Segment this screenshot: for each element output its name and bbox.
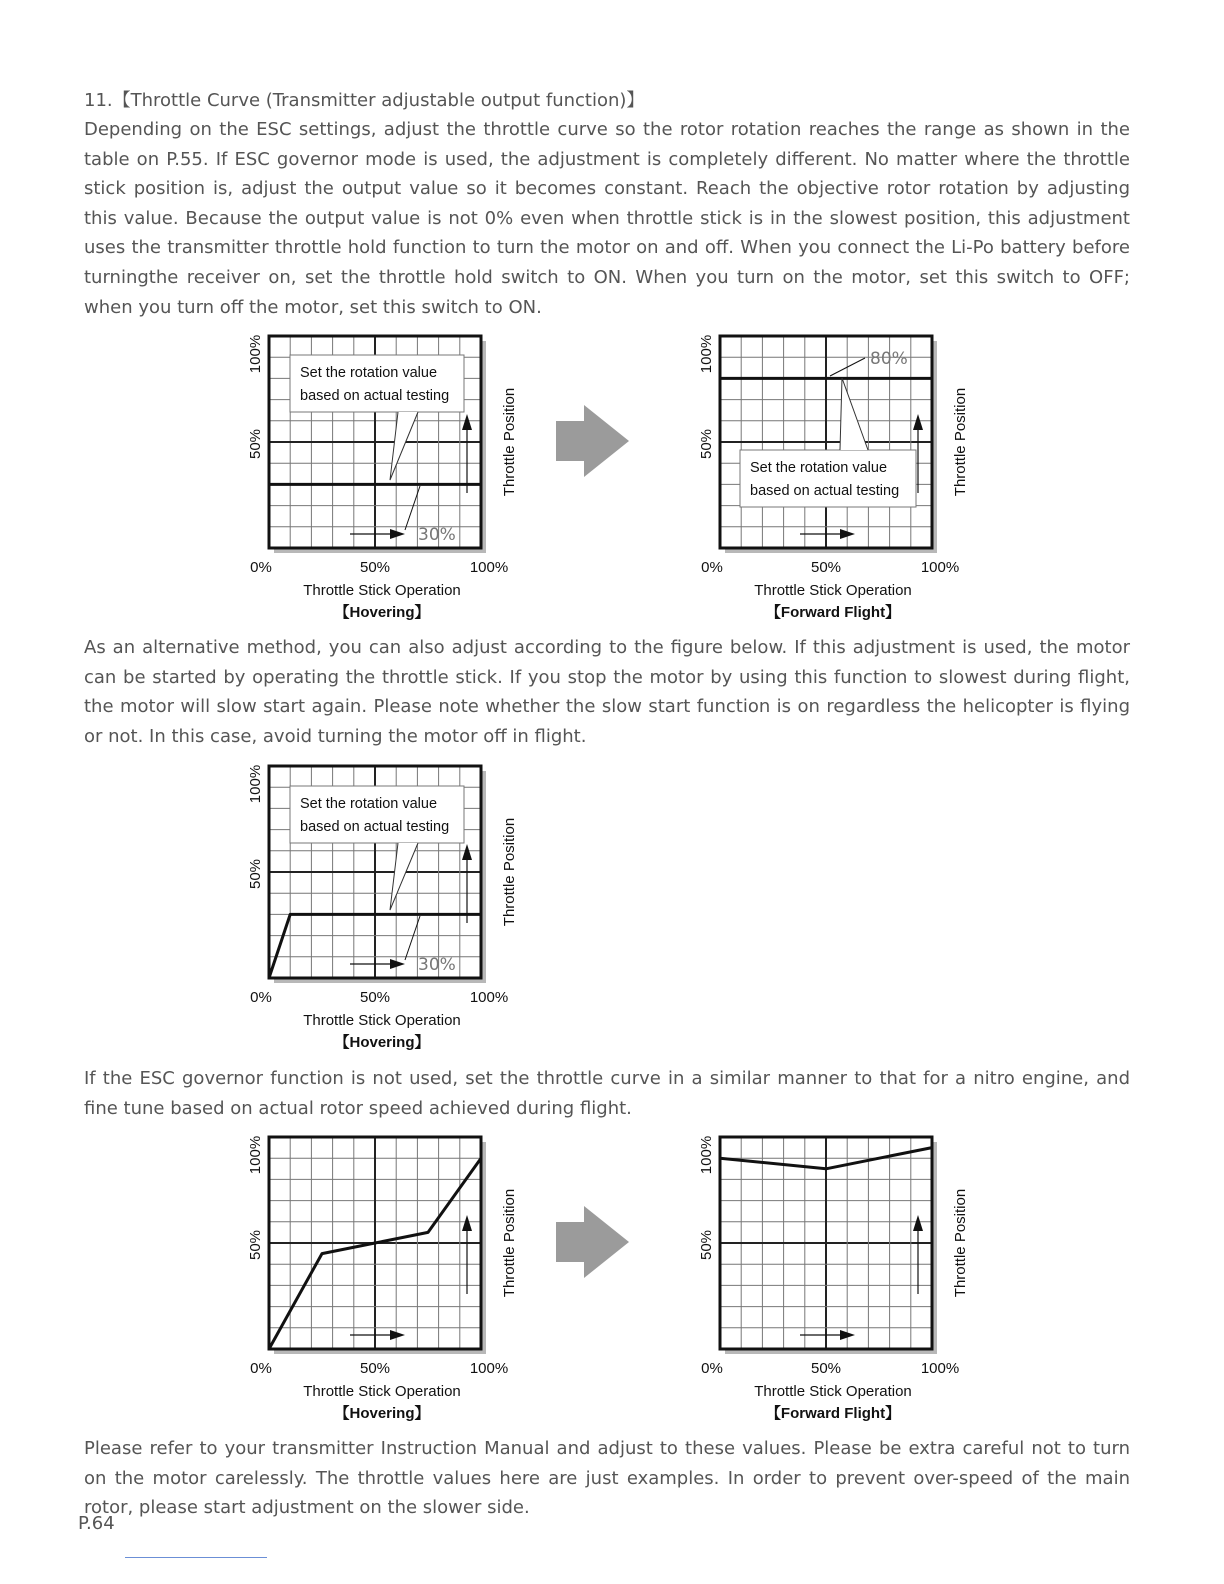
value-label: 30% — [418, 525, 456, 545]
chart-g2 — [698, 335, 969, 621]
flight-mode-label: 【Hovering】 — [334, 1405, 430, 1422]
y-tick-label: 100% — [247, 1135, 264, 1175]
intro-paragraph: Depending on the ESC settings, adjust the throttle curve so the rotor rotation reaches the range as shown in the table on P.55. If ESC governor mode is used, the adjustment is completely different. No matter where the throttle stick position is, adjust the output value so it becomes constant. Reach the objective rotor rotation by adjusting this value. Because the output value is not 0% even when throttle stick is in the slowest position, this adjustment uses the transmitter throttle hold function to turn the motor on and off. When you connect the Li-Po battery before turningthe receiver on, set the throttle hold switch to ON. When you turn on the motor, set this switch to OFF; when you turn off the motor, set this switch to ON. — [84, 119, 1130, 318]
no-governor-paragraph: If the ESC governor function is not used, set the throttle curve in a similar manner to that for a nitro engine, and fine tune based on actual rotor speed achieved during flight. — [84, 1068, 1130, 1119]
page-number: P.64 — [78, 1513, 115, 1534]
y-tick-label: 100% — [247, 764, 264, 804]
y-tick-label: 50% — [698, 428, 715, 460]
x-tick-label: 0% — [250, 989, 272, 1006]
transition-arrow-icon — [556, 1206, 629, 1278]
y-axis-title: Throttle Position — [952, 1188, 969, 1298]
x-tick-label: 100% — [469, 1360, 509, 1377]
x-tick-label: 100% — [920, 559, 960, 576]
x-tick-label: 100% — [469, 989, 509, 1006]
section-heading: 11.【Throttle Curve (Transmitter adjustable output function)】 — [84, 90, 645, 111]
x-tick-label: 0% — [701, 1360, 723, 1377]
x-axis-title: Throttle Stick Operation — [303, 1012, 461, 1029]
closing-paragraph: Please refer to your transmitter Instruction Manual and adjust to these values. Please be extra careful not to turn on the motor carelessly. The throttle values here are just examples. In order to prevent over-speed of the main rotor, please start adjustment on the slower side. — [84, 1438, 1130, 1519]
callout-line-2: based on actual testing — [300, 388, 450, 404]
y-tick-label: 50% — [247, 858, 264, 890]
transition-arrow-icon — [556, 405, 629, 477]
y-axis-title: Throttle Position — [952, 387, 969, 497]
x-tick-label: 100% — [920, 1360, 960, 1377]
x-tick-label: 100% — [469, 559, 509, 576]
x-tick-label: 50% — [810, 1360, 842, 1377]
x-tick-label: 0% — [250, 559, 272, 576]
flight-mode-label: 【Forward Flight】 — [765, 1405, 901, 1422]
x-tick-label: 0% — [250, 1360, 272, 1377]
x-tick-label: 50% — [359, 559, 391, 576]
chart-g4 — [247, 1136, 518, 1422]
x-axis-title: Throttle Stick Operation — [754, 1383, 912, 1400]
value-label: 80% — [870, 349, 908, 369]
y-tick-label: 100% — [698, 334, 715, 374]
y-axis-title: Throttle Position — [501, 1188, 518, 1298]
y-tick-label: 50% — [698, 1229, 715, 1261]
y-tick-label: 100% — [247, 334, 264, 374]
alternative-paragraph: As an alternative method, you can also adjust according to the figure below. If this adjustment is used, the motor can be started by operating the throttle stick. If you stop the motor by using this function to slowest during flight, the motor will slow start again. Please note whether the slow start function is on regardless the helicopter is flying or not. In this case, avoid turning the motor off in flight. — [84, 637, 1130, 747]
y-axis-title: Throttle Position — [501, 817, 518, 927]
x-tick-label: 50% — [810, 559, 842, 576]
flight-mode-label: 【Forward Flight】 — [765, 604, 901, 621]
callout-line-1: Set the rotation value — [300, 365, 438, 381]
y-axis-title: Throttle Position — [501, 387, 518, 497]
callout-line-1: Set the rotation value — [750, 460, 888, 476]
x-axis-title: Throttle Stick Operation — [303, 582, 461, 599]
callout-line-2: based on actual testing — [300, 819, 450, 835]
x-axis-title: Throttle Stick Operation — [303, 1383, 461, 1400]
y-tick-label: 100% — [698, 1135, 715, 1175]
flight-mode-label: 【Hovering】 — [334, 1034, 430, 1051]
chart-g3 — [247, 765, 518, 1051]
flight-mode-label: 【Hovering】 — [334, 604, 430, 621]
y-tick-label: 50% — [247, 1229, 264, 1261]
x-tick-label: 50% — [359, 989, 391, 1006]
chart-g1 — [247, 335, 518, 621]
value-label: 30% — [418, 955, 456, 975]
x-tick-label: 0% — [701, 559, 723, 576]
x-tick-label: 50% — [359, 1360, 391, 1377]
x-axis-title: Throttle Stick Operation — [754, 582, 912, 599]
callout-line-1: Set the rotation value — [300, 796, 438, 812]
callout-line-2: based on actual testing — [750, 483, 900, 499]
chart-g5 — [698, 1136, 969, 1422]
y-tick-label: 50% — [247, 428, 264, 460]
